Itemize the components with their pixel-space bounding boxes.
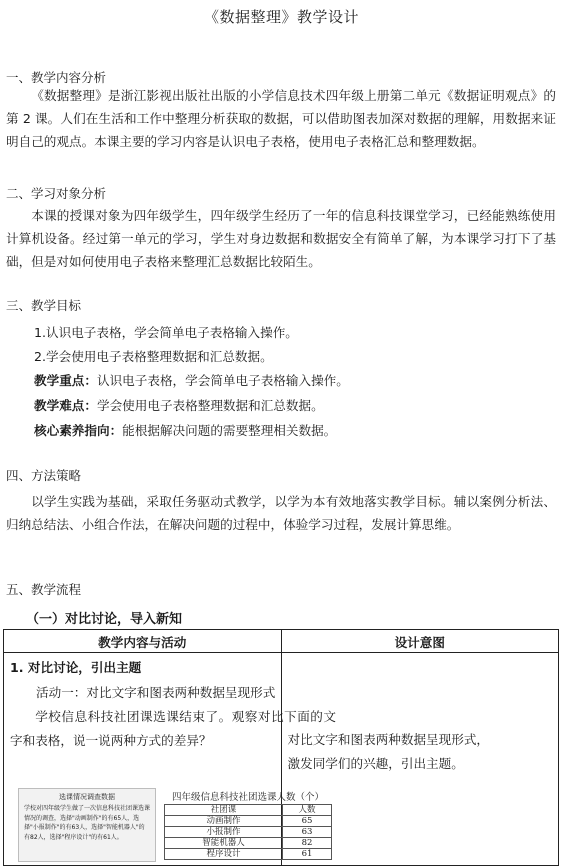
section-3-heading: 三、教学目标 xyxy=(6,298,82,313)
table-cell: 63 xyxy=(283,827,332,838)
section-5-subheading: （一）对比讨论，导入新知 xyxy=(26,612,183,627)
step-title: 1. 对比讨论，引出主题 xyxy=(10,660,142,675)
col-header-intent: 设计意图 xyxy=(281,630,559,653)
intent-cell xyxy=(281,653,559,866)
difficulty-point xyxy=(34,395,324,414)
survey-note-title: 选课情况调查数据 xyxy=(59,793,115,801)
core-literacy xyxy=(34,420,336,439)
section-2-heading: 二、学习对象分析 xyxy=(6,186,107,201)
key-point xyxy=(34,370,349,389)
section-1-text: 《数据整理》是浙江影视出版社出版的小学信息技术四年级上册第二单元《数据证明观点》的第 2 课。人们在生活和工作中整理分析获取的数据，可以借助图表加深对数据的理解，用数据来证明自己的观点。本课主要的学习内容是认识电子表格，使用电子表格汇总和整理数据。 xyxy=(6,88,556,149)
survey-note-image xyxy=(18,788,156,862)
table-cell: 61 xyxy=(283,849,332,860)
count-table-title: 四年级信息科技社团选课人数（个） xyxy=(171,792,324,803)
core-literacy-text: 能根据解决问题的需要整理相关数据。 xyxy=(122,423,337,438)
activity-line: 活动一：对比文字和图表两种数据呈现形式 xyxy=(36,685,276,700)
goal-2: 2.学会使用电子表格整理数据和汇总数据。 xyxy=(34,349,273,364)
count-header-cell: 社团课 xyxy=(165,805,283,816)
table-cell: 智能机器人 xyxy=(165,838,283,849)
survey-note-text: 学校对四年级学生做了一次信息科技社团课选课情况的调查，选择"动画制作"的有65人，选择"小报制作"的有63人，选择"智能机器人"的有82人，选择"程序设计"的有61人。 xyxy=(24,805,151,841)
table-cell: 小报制作 xyxy=(165,827,283,838)
col-header-content: 教学内容与活动 xyxy=(4,630,282,653)
section-4-text: 以学生实践为基础，采取任务驱动式教学，以学为本有效地落实教学目标。辅以案例分析法、归纳总结法、小组合作法，在解决问题的过程中，体验学习过程，发展计算思维。 xyxy=(6,494,556,532)
content-cell xyxy=(4,653,336,866)
table-cell: 程序设计 xyxy=(165,849,283,860)
activity-description: 学校信息科技社团课选课结束了。观察对比下面的文字和表格，说一说两种方式的差异？ xyxy=(10,709,336,748)
goal-1: 1.认识电子表格，学会简单电子表格输入操作。 xyxy=(34,325,298,340)
table-cell: 65 xyxy=(283,816,332,827)
count-header-cell: 人数 xyxy=(283,805,332,816)
key-point-text: 认识电子表格，学会简单电子表格输入操作。 xyxy=(96,373,349,388)
section-4-heading: 四、方法策略 xyxy=(6,468,82,483)
difficulty-text: 学会使用电子表格整理数据和汇总数据。 xyxy=(96,398,324,413)
section-1-heading: 一、教学内容分析 xyxy=(6,70,107,85)
table-cell: 动画制作 xyxy=(165,816,283,827)
design-intent-text: 对比文字和图表两种数据呈现形式，激发同学们的兴趣，引出主题。 xyxy=(287,732,489,771)
core-literacy-label: 核心素养指向： xyxy=(34,423,123,438)
table-cell: 82 xyxy=(283,838,332,849)
key-point-label: 教学重点： xyxy=(34,373,97,388)
section-2-text: 本课的授课对象为四年级学生，四年级学生经历了一年的信息科技课堂学习，已经能熟练使用计算机设备。经过第一单元的学习，学生对身边数据和数据安全有简单了解，为本课学习打下了基础，但是对如何使用电子表格来整理汇总数据比较陌生。 xyxy=(6,208,556,269)
document-title: 《数据整理》教学设计 xyxy=(203,8,359,26)
section-5-heading: 五、教学流程 xyxy=(6,582,82,597)
flow-table xyxy=(3,629,559,866)
difficulty-label: 教学难点： xyxy=(34,398,97,413)
